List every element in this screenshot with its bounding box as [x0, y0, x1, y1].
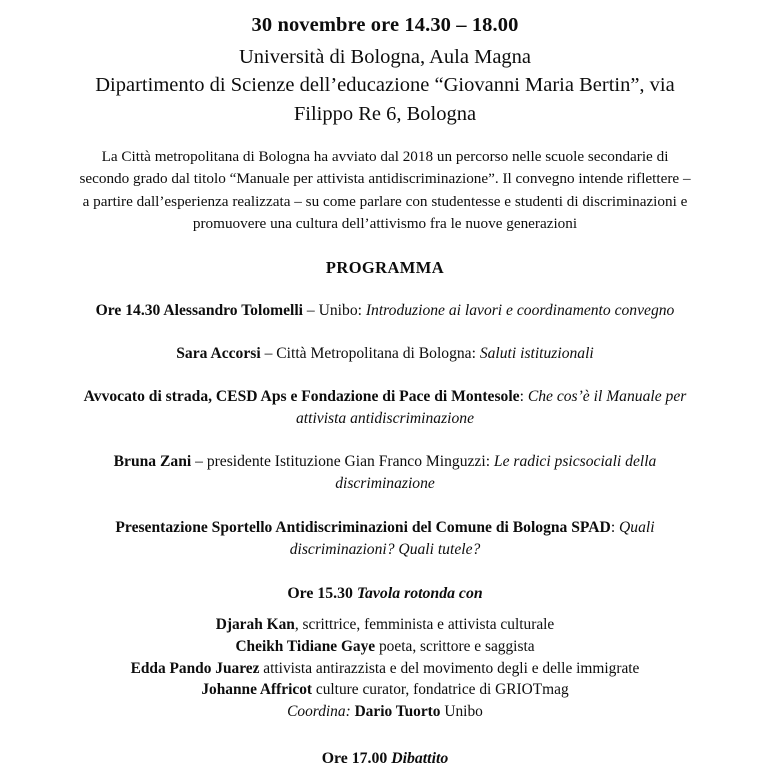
program-entry-speaker: Avvocato di strada, CESD Aps e Fondazione di Pace di Montesole: [83, 388, 520, 406]
program-entry-talk-title: Che cos’è il Manuale per attivista antidiscriminazione: [295, 388, 687, 428]
program-entry-speaker: Bruna Zani: [113, 453, 192, 471]
program-entry-talk-title: Le radici psicsociali della discriminazione: [335, 453, 657, 493]
program-entry-speaker: Ore 14.30 Alessandro Tolomelli: [95, 301, 304, 319]
panelist-description: attivista antirazzista e del movimento degli e delle immigrate: [259, 659, 640, 677]
program-entry: [65, 278, 705, 322]
program-entry-affiliation: :: [610, 518, 620, 536]
roundtable-title: Tavola rotonda con: [356, 584, 483, 602]
program-list: [0, 278, 770, 561]
panelist-name: Johanne Affricot: [201, 681, 313, 699]
roundtable-heading: [0, 561, 770, 603]
program-entry: [65, 365, 705, 430]
program-entry-speaker: Presentazione Sportello Antidiscriminazioni del Comune di Bologna SPAD: [115, 518, 611, 536]
event-date-time: 30 novembre ore 14.30 – 18.00: [251, 14, 519, 36]
program-entry: [65, 430, 705, 495]
program-entry-speaker: Sara Accorsi: [176, 344, 261, 362]
event-venue: [65, 43, 705, 129]
venue-line-2: Dipartimento di Scienze dell’educazione “Giovanni Maria Bertin”, via: [95, 74, 675, 97]
program-entry-affiliation: – Città Metropolitana di Bologna:: [260, 344, 480, 362]
panelist-item: [35, 679, 735, 701]
event-header: [0, 12, 770, 129]
program-entry-affiliation: – Unibo:: [303, 301, 366, 319]
closing-line: [0, 723, 770, 768]
coordinator-name: Dario Tuorto: [354, 703, 441, 721]
panelist-list: [0, 614, 770, 702]
program-entry-affiliation: :: [519, 388, 528, 406]
program-entry-talk-title: Saluti istituzionali: [479, 344, 594, 362]
panelist-name: Edda Pando Juarez: [130, 659, 260, 677]
panelist-item: [35, 658, 735, 680]
panelist-description: poeta, scrittore e saggista: [375, 637, 535, 655]
panelist-description: culture curator, fondatrice di GRIOTmag: [312, 681, 569, 699]
intro-paragraph: La Città metropolitana di Bologna ha avviato dal 2018 un percorso nelle scuole secondarie di secondo grado dal titolo “Manuale per attivista antidiscriminazione”. Il convegno intende riflettere – a partire dall’esperienza realizzata – su come parlare con studentesse e studenti di discriminazioni e promuovere una cultura dell’attivismo fra le nuove generazioni: [79, 147, 691, 233]
roundtable-time: Ore 15.30: [287, 584, 357, 602]
venue-line-3: Filippo Re 6, Bologna: [293, 103, 477, 126]
programma-heading: PROGRAMMA: [325, 257, 445, 277]
venue-line-1: Università di Bologna, Aula Magna: [238, 45, 532, 68]
panelist-name: Cheikh Tidiane Gaye: [235, 637, 376, 655]
panelist-description: , scrittrice, femminista e attivista culturale: [294, 615, 555, 633]
panelist-item: [35, 636, 735, 658]
program-entry: [65, 496, 705, 561]
program-entry-affiliation: – presidente Istituzione Gian Franco Minguzzi:: [191, 453, 494, 471]
closing-time: Ore 17.00: [321, 750, 392, 768]
program-entry-talk-title: Introduzione ai lavori e coordinamento convegno: [365, 301, 675, 319]
program-entry-talk-title: Quali discriminazioni? Quali tutele?: [289, 518, 655, 558]
panelist-name: Djarah Kan: [215, 615, 295, 633]
coordinator-affiliation: Unibo: [444, 703, 483, 721]
panelist-item: [35, 614, 735, 636]
closing-title: Dibattito: [391, 750, 449, 768]
coordinator-label: Coordina:: [287, 703, 351, 721]
coordinator-line: [35, 701, 735, 723]
program-entry: [65, 322, 705, 365]
